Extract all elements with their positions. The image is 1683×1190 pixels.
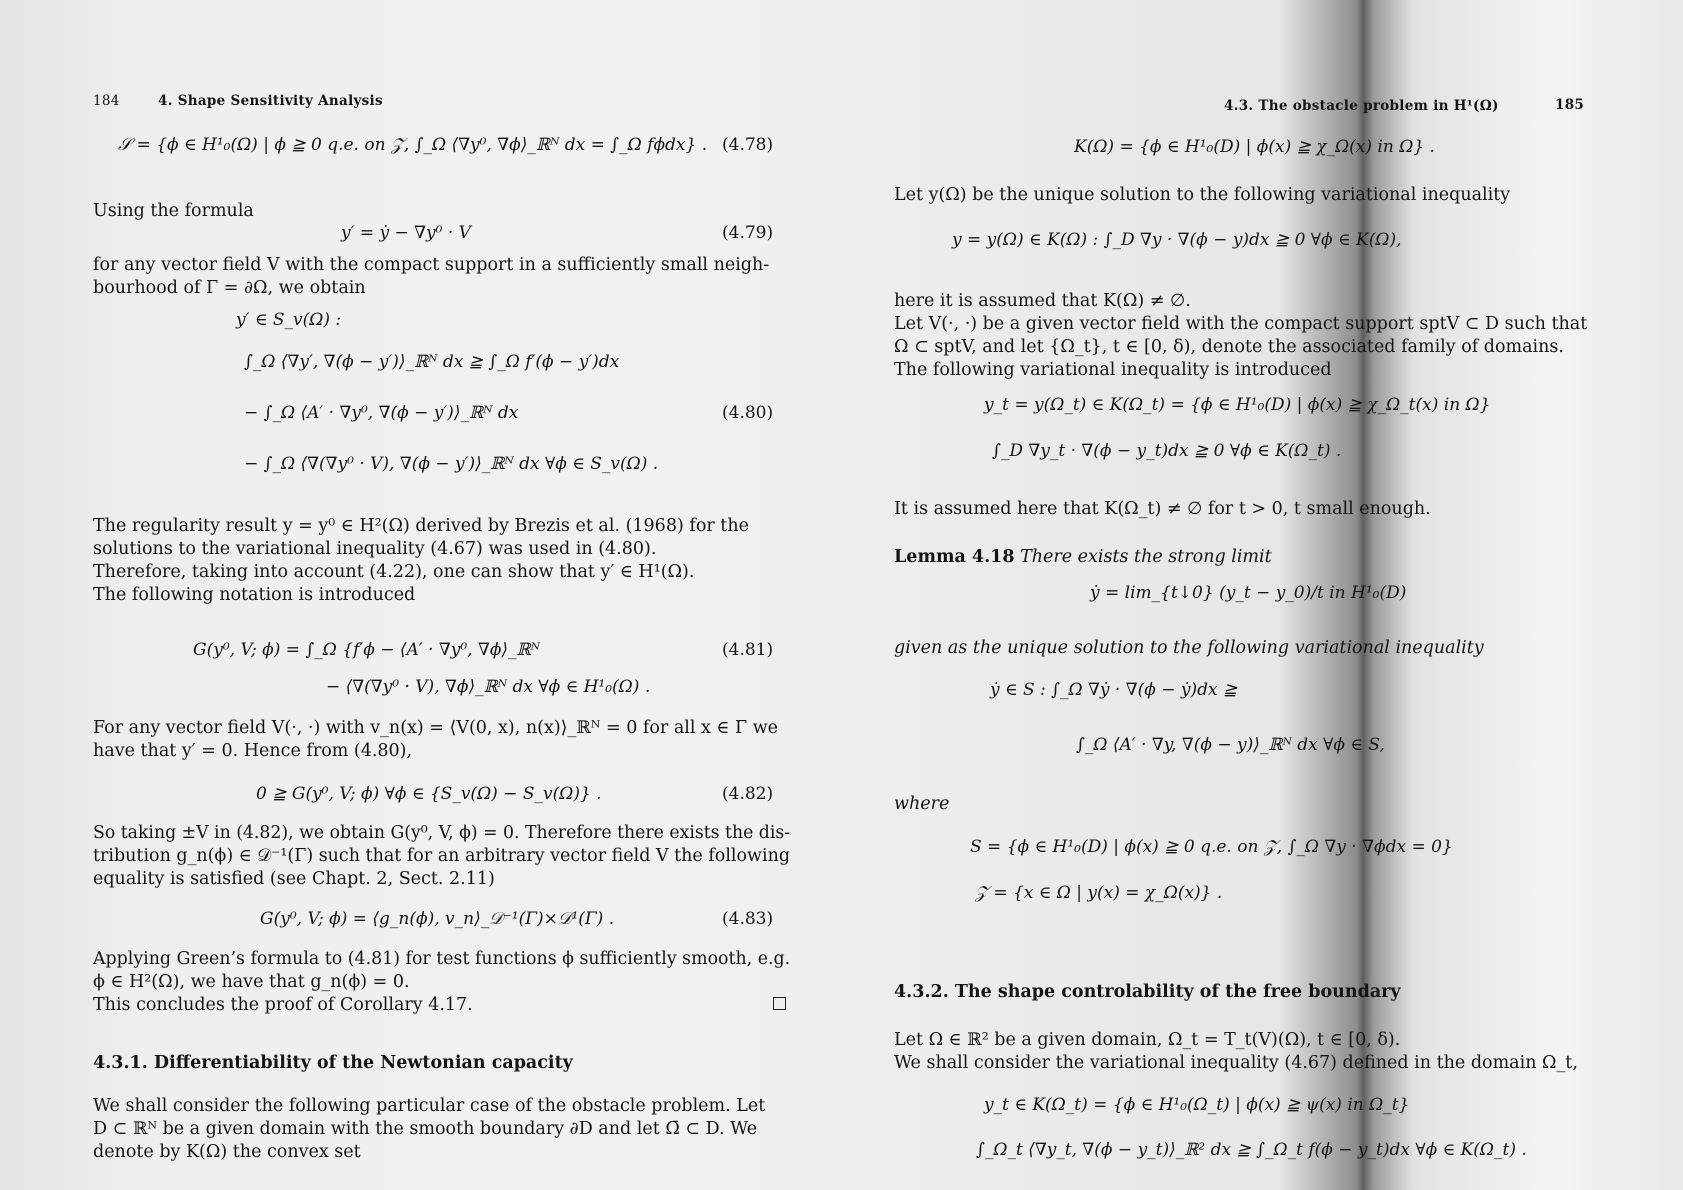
left-equation-17: 0 ≧ G(y⁰, V; ϕ) ∀ϕ ∈ {S_v(Ω) − S_v(Ω)} . (256, 784, 602, 804)
left-equation-0: 𝒮 = {ϕ ∈ H¹₀(Ω) | ϕ ≧ 0 q.e. on 𝒵, ∫_Ω ⟨∇y⁰, ∇ϕ⟩_ℝᴺ dx = ∫_Ω fϕdx} . (118, 135, 708, 155)
lemma-statement: There exists the strong limit (1014, 547, 1272, 567)
left-text-line-11: Therefore, taking into account (4.22), one can show that y′ ∈ H¹(Ω). (93, 562, 695, 582)
left-equation-7: − ∫_Ω ⟨A′ · ∇y⁰, ∇(ϕ − y′)⟩_ℝᴺ dx (244, 403, 519, 423)
left-text-line-20: equality is satisfied (see Chapt. 2, Sect. 2.11) (93, 869, 495, 889)
right-text-line-3: here it is assumed that K(Ω) ≠ ∅. (894, 291, 1191, 311)
right-text-line-4: Let V(·, ·) be a given vector field with the compact support sptV ⊂ D such that (894, 314, 1588, 334)
left-equation-number: (4.81) (722, 640, 774, 660)
left-equation-number: (4.82) (722, 784, 774, 804)
right-equation-17: 𝒵 = {x ∈ Ω | y(x) = χ_Ω(x)} . (975, 883, 1223, 903)
left-text-line-22: Applying Green’s formula to (4.81) for test functions ϕ sufficiently smooth, e.g. (93, 949, 791, 969)
lemma-label: Lemma 4.18 (894, 547, 1015, 567)
left-equation-8: − ∫_Ω ⟨∇(∇y⁰ · V), ∇(ϕ − y′)⟩_ℝᴺ dx ∀ϕ ∈ S_v(Ω) . (244, 454, 659, 474)
right-text-line-5: Ω ⊂ sptV, and let {Ω_t}, t ∈ [0, δ), denote the associated family of domains. (894, 337, 1564, 357)
left-text-line-16: have that y′ = 0. Hence from (4.80), (93, 741, 413, 761)
right-equation-21: y_t ∈ K(Ω_t) = {ϕ ∈ H¹₀(Ω_t) | ϕ(x) ≧ ψ(x) in Ω_t} (984, 1095, 1410, 1115)
left-text-line-3: for any vector field V with the compact support in a sufficiently small neigh- (93, 255, 770, 275)
left-text-line-26: We shall consider the following particular case of the obstacle problem. Let (93, 1096, 766, 1116)
right-equation-14: ∫_Ω ⟨A′ · ∇y, ∇(ϕ − y)⟩_ℝᴺ dx ∀ϕ ∈ S, (1076, 735, 1385, 755)
left-equation-number: (4.83) (722, 909, 774, 929)
right-lemma-10 (894, 546, 1272, 569)
right-equation-16: S = {ϕ ∈ H¹₀(D) | ϕ(x) ≧ 0 q.e. on 𝒵, ∫_Ω ∇y · ∇ϕdx = 0} (970, 837, 1453, 857)
left-text-line-15: For any vector field V(·, ·) with v_n(x) = ⟨V(0, x), n(x)⟩_ℝᴺ = 0 for all x ∈ Γ we (93, 718, 779, 738)
running-title: 4.3. The obstacle problem in H¹(Ω) (1224, 98, 1499, 114)
left-text-line-24: This concludes the proof of Corollary 4.17. (93, 995, 473, 1015)
left-section-heading-25: 4.3.1. Differentiability of the Newtonian capacity (93, 1053, 573, 1073)
right-text-line-9: It is assumed here that K(Ω_t) ≠ ∅ for t > 0, t small enough. (894, 499, 1431, 519)
right-equation-2: y = y(Ω) ∈ K(Ω) : ∫_D ∇y · ∇(ϕ − y)dx ≧ 0 ∀ϕ ∈ K(Ω), (952, 230, 1402, 250)
left-text-line-4: bourhood of Γ = ∂Ω, we obtain (93, 278, 366, 298)
left-text-line-12: The following notation is introduced (93, 585, 416, 605)
left-text-line-9: The regularity result y = y⁰ ∈ H²(Ω) derived by Brezis et al. (1968) for the (93, 516, 749, 536)
running-title: 4. Shape Sensitivity Analysis (158, 93, 383, 109)
left-text-line-23: ϕ ∈ H²(Ω), we have that g_n(ϕ) = 0. (93, 972, 410, 992)
right-equation-0: K(Ω) = {ϕ ∈ H¹₀(D) | ϕ(x) ≧ χ_Ω(x) in Ω} . (1074, 137, 1435, 157)
right-text-line-1: Let y(Ω) be the unique solution to the following variational inequality (894, 185, 1511, 205)
left-equation-6: ∫_Ω ⟨∇y′, ∇(ϕ − y′)⟩_ℝᴺ dx ≧ ∫_Ω f′(ϕ − y′)dx (244, 352, 620, 372)
right-equation-7: y_t = y(Ω_t) ∈ K(Ω_t) = {ϕ ∈ H¹₀(D) | ϕ(x) ≧ χ_Ω_t(x) in Ω} (984, 395, 1491, 415)
right-equation-13: ẏ ∈ S : ∫_Ω ∇ẏ · ∇(ϕ − ẏ)dx ≧ (990, 680, 1238, 700)
right-section-heading-18: 4.3.2. The shape controlability of the free boundary (894, 982, 1401, 1002)
left-equation-number: (4.80) (722, 403, 774, 423)
right-page (880, 0, 1683, 1190)
left-text-line-1: Using the formula (93, 201, 254, 221)
left-equation-21: G(y⁰, V; ϕ) = ⟨g_n(ϕ), v_n⟩_𝒟⁻¹(Γ)×𝒟¹(Γ) . (260, 909, 615, 929)
left-equation-13: G(y⁰, V; ϕ) = ∫_Ω {f′ϕ − ⟨A′ · ∇y⁰, ∇ϕ⟩_ℝᴺ (193, 640, 541, 660)
qed-box (773, 997, 786, 1010)
left-equation-number: (4.79) (722, 223, 774, 243)
right-equation-8: ∫_D ∇y_t · ∇(ϕ − y_t)dx ≧ 0 ∀ϕ ∈ K(Ω_t) . (992, 441, 1342, 461)
right-text-line-6: The following variational inequality is introduced (894, 360, 1332, 380)
left-text-line-28: denote by K(Ω) the convex set (93, 1142, 361, 1162)
right-text-line-15: where (894, 794, 950, 814)
left-equation-2: y′ = ẏ − ∇y⁰ · V (341, 223, 471, 243)
right-text-line-20: We shall consider the variational inequality (4.67) defined in the domain Ω_t, (894, 1053, 1578, 1073)
left-equation-number: (4.78) (722, 135, 774, 155)
left-text-line-18: So taking ±V in (4.82), we obtain G(y⁰, V, ϕ) = 0. Therefore there exists the dis- (93, 823, 791, 843)
left-equation-14: − ⟨∇(∇y⁰ · V), ∇ϕ⟩_ℝᴺ dx ∀ϕ ∈ H¹₀(Ω) . (326, 677, 651, 697)
left-text-line-10: solutions to the variational inequality (4.67) was used in (4.80). (93, 539, 657, 559)
page-number: 185 (1555, 97, 1585, 113)
left-text-line-27: D ⊂ ℝᴺ be a given domain with the smooth boundary ∂D and let Ω̄ ⊂ D. We (93, 1119, 758, 1139)
right-equation-22: ∫_Ω_t ⟨∇y_t, ∇(ϕ − y_t)⟩_ℝ² dx ≧ ∫_Ω_t f(ϕ − y_t)dx ∀ϕ ∈ K(Ω_t) . (976, 1140, 1527, 1160)
right-equation-11: ẏ = lim_{t↓0} (y_t − y_0)/t in H¹₀(D) (1090, 583, 1407, 603)
right-text-line-19: Let Ω ∈ ℝ² be a given domain, Ω_t = T_t(V)(Ω), t ∈ [0, δ). (894, 1030, 1401, 1050)
left-equation-5: y′ ∈ S_v(Ω) : (236, 310, 342, 330)
page-number: 184 (93, 93, 120, 109)
left-text-line-19: tribution g_n(ϕ) ∈ 𝒟⁻¹(Γ) such that for an arbitrary vector field V the following (93, 846, 791, 866)
right-text-line-12: given as the unique solution to the following variational inequality (894, 638, 1484, 658)
